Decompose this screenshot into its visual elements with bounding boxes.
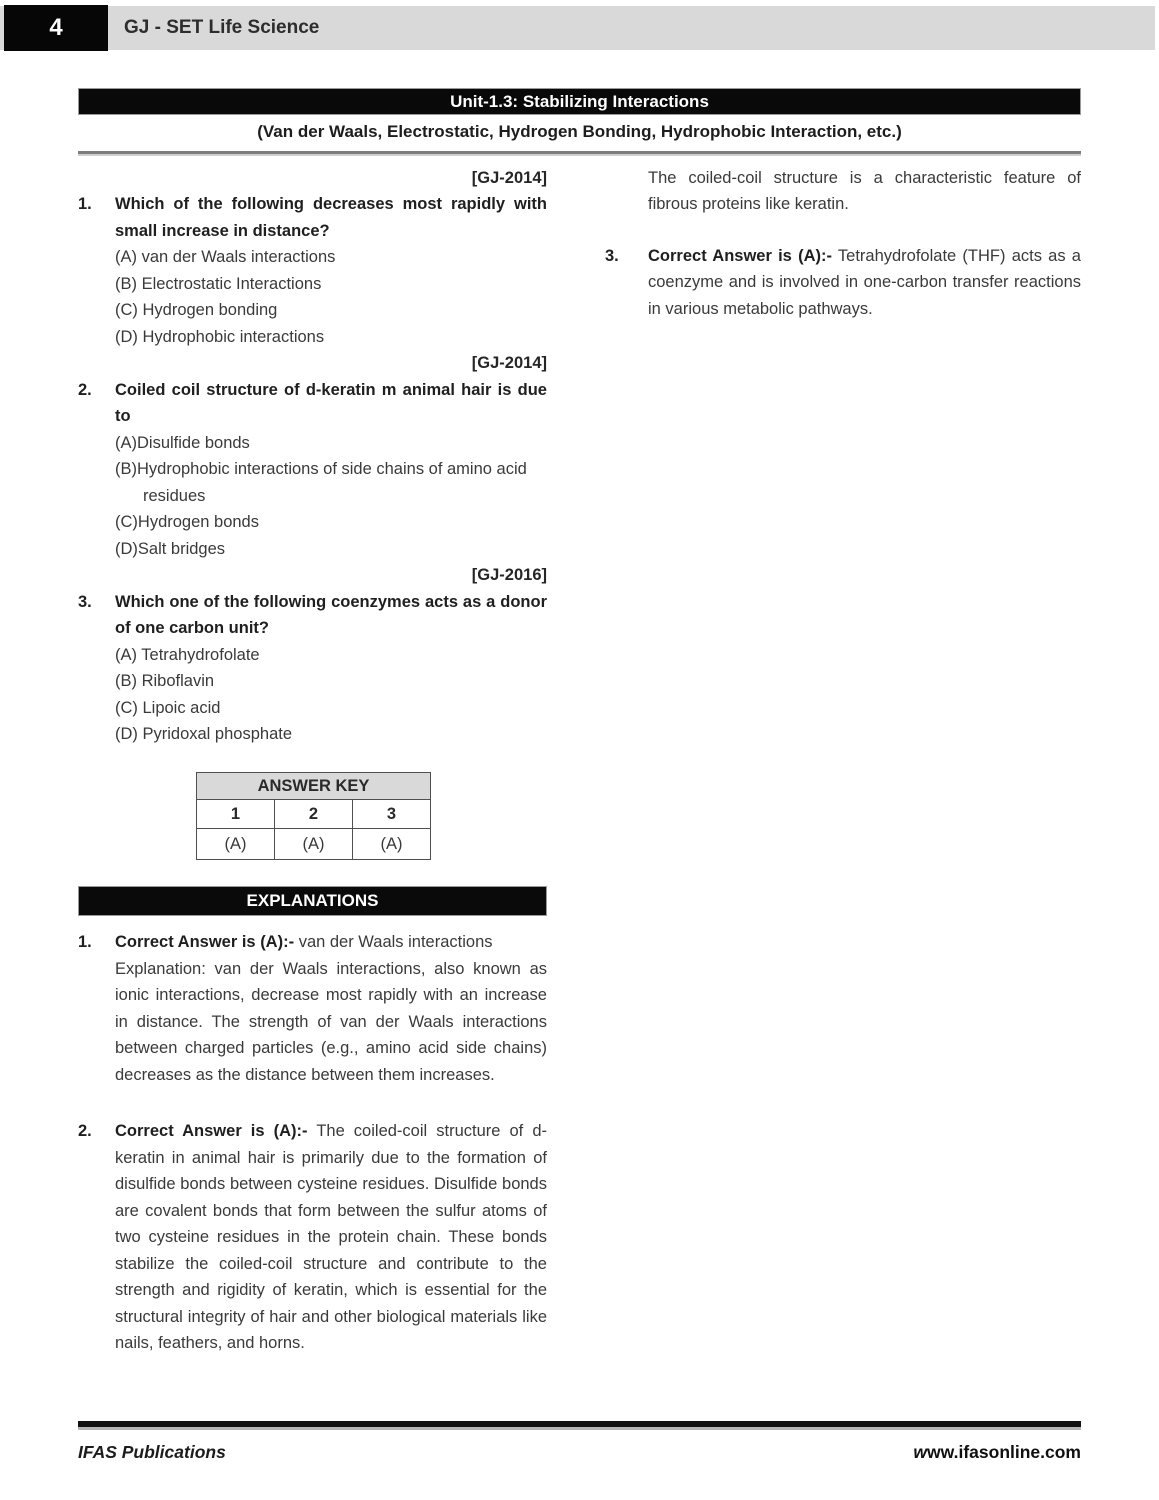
option-c: (C)Hydrogen bonds (115, 513, 259, 531)
question-number: 2. (78, 380, 92, 399)
option-c: (C) Hydrogen bonding (115, 301, 278, 319)
answer-key-col: 2 (275, 800, 353, 829)
explanation-2-continuation: The coiled-coil structure is a characteristic feature of fibrous proteins like keratin. (648, 168, 1081, 213)
answer-key-answer-row (197, 829, 431, 860)
option-b: (B) Electrostatic Interactions (115, 274, 322, 293)
question-3-options (115, 642, 547, 748)
unit-title-bar: Unit-1.3: Stabilizing Interactions (78, 88, 1081, 115)
publisher-name: IFAS Publications (78, 1442, 226, 1462)
question-3 (78, 589, 547, 642)
left-column (78, 165, 547, 1357)
explanation-3 (605, 243, 1081, 323)
explanation-lead-line: Correct Answer is (A):- van der Waals interactions (115, 933, 493, 951)
question-year-tag: [GJ-2016] (471, 566, 547, 584)
explanation-text: Tetrahydrofolate (THF) acts as a coenzyme and is involved in one-carbon transfer reactions in various metabolic pathways. (648, 246, 1081, 318)
explanation-number: 2. (78, 1122, 92, 1140)
explanations-header-bar: EXPLANATIONS (78, 886, 547, 916)
answer-key-title-row (197, 772, 431, 800)
question-year-tag: [GJ-2014] (471, 354, 547, 372)
option-d: (D)Salt bridges (115, 539, 226, 558)
question-text: Coiled coil structure of d-keratin m animal hair is due to (115, 380, 547, 425)
option-b: (B)Hydrophobic interactions of side chains of amino acid residues (115, 460, 527, 505)
explanation-body: Correct Answer is (A):- Tetrahydrofolate (THF) acts as a coenzyme and is involved in one-carbon transfer reactions in various metabolic pathways. (648, 246, 1081, 318)
option-c: (C) Lipoic acid (115, 698, 221, 717)
explanation-text: The coiled-coil structure of d-keratin in animal hair is primarily due to the formation of disulfide bonds between cysteine residues. Disulfide bonds are covalent bonds that form between the sulfur atoms of two cysteine residues in the protein chain. These bonds stabilize the coiled-coil structure and contribute to the strength and rigidity of keratin, which is essential for the structural integrity of hair and other biological materials like nails, feathers, and horns. (115, 1122, 547, 1352)
question-text: Which one of the following coenzymes acts as a donor of one carbon unit? (115, 592, 547, 637)
answer-key-table (196, 772, 431, 861)
question-1 (78, 191, 547, 244)
explanation-1 (78, 929, 547, 1088)
explanation-text: Explanation: van der Waals interactions, also known as ionic interactions, decrease most rapidly with an increase in distance. The strength of van der Waals interactions between charged particles (e.g., amino acid side chains) decreases as the distance between them increases. (115, 959, 547, 1084)
answer-key-value: (A) (275, 829, 353, 860)
option-d: (D) Pyridoxal phosphate (115, 725, 293, 743)
question-1-options (115, 244, 547, 350)
question-text: Which of the following decreases most rapidly with small increase in distance? (115, 195, 547, 240)
answer-key-value: (A) (353, 829, 431, 860)
answer-key-col: 3 (353, 800, 431, 829)
answer-key-value: (A) (197, 829, 275, 860)
explanation-number: 1. (78, 933, 92, 951)
page-footer (78, 1438, 1081, 1466)
option-b: (B) Riboflavin (115, 672, 215, 690)
question-2 (78, 377, 547, 430)
question-number: 3. (78, 592, 92, 611)
explanation-body: Correct Answer is (A):- The coiled-coil structure of d-keratin in animal hair is primarily due to the formation of disulfide bonds between cysteine residues. Disulfide bonds are covalent bonds that form between the sulfur atoms of two cysteine residues in the protein chain. These bonds stabilize the coiled-coil structure and contribute to the strength and rigidity of keratin, which is essential for the structural integrity of hair and other biological materials like nails, feathers, and horns. (115, 1122, 547, 1352)
question-number: 1. (78, 195, 92, 213)
divider-rule-shadow (78, 154, 1081, 156)
page-number: 4 (4, 5, 108, 51)
option-a: (A)Disulfide bonds (115, 433, 250, 452)
option-a: (A) Tetrahydrofolate (115, 645, 260, 664)
unit-subtitle: (Van der Waals, Electrostatic, Hydrogen Bonding, Hydrophobic Interaction, etc.) (257, 122, 902, 141)
option-a: (A) van der Waals interactions (115, 248, 336, 266)
option-d: (D) Hydrophobic interactions (115, 327, 325, 346)
footer-rule-shadow (78, 1427, 1081, 1430)
explanation-2 (78, 1118, 547, 1357)
explanation-body (115, 929, 547, 1088)
question-2-options (115, 430, 547, 563)
explanation-number: 3. (605, 246, 619, 265)
publisher-website: www.ifasonline.com (913, 1442, 1081, 1462)
page-header-bar (0, 6, 1155, 50)
answer-key-number-row (197, 800, 431, 829)
page-content (78, 88, 1081, 1357)
two-column-layout (78, 165, 1081, 1357)
answer-key-col: 1 (197, 800, 275, 829)
book-title: GJ - SET Life Science (124, 16, 320, 38)
question-year-tag: [GJ-2014] (471, 168, 547, 187)
right-column (605, 165, 1081, 1357)
answer-key-title: ANSWER KEY (197, 772, 431, 800)
